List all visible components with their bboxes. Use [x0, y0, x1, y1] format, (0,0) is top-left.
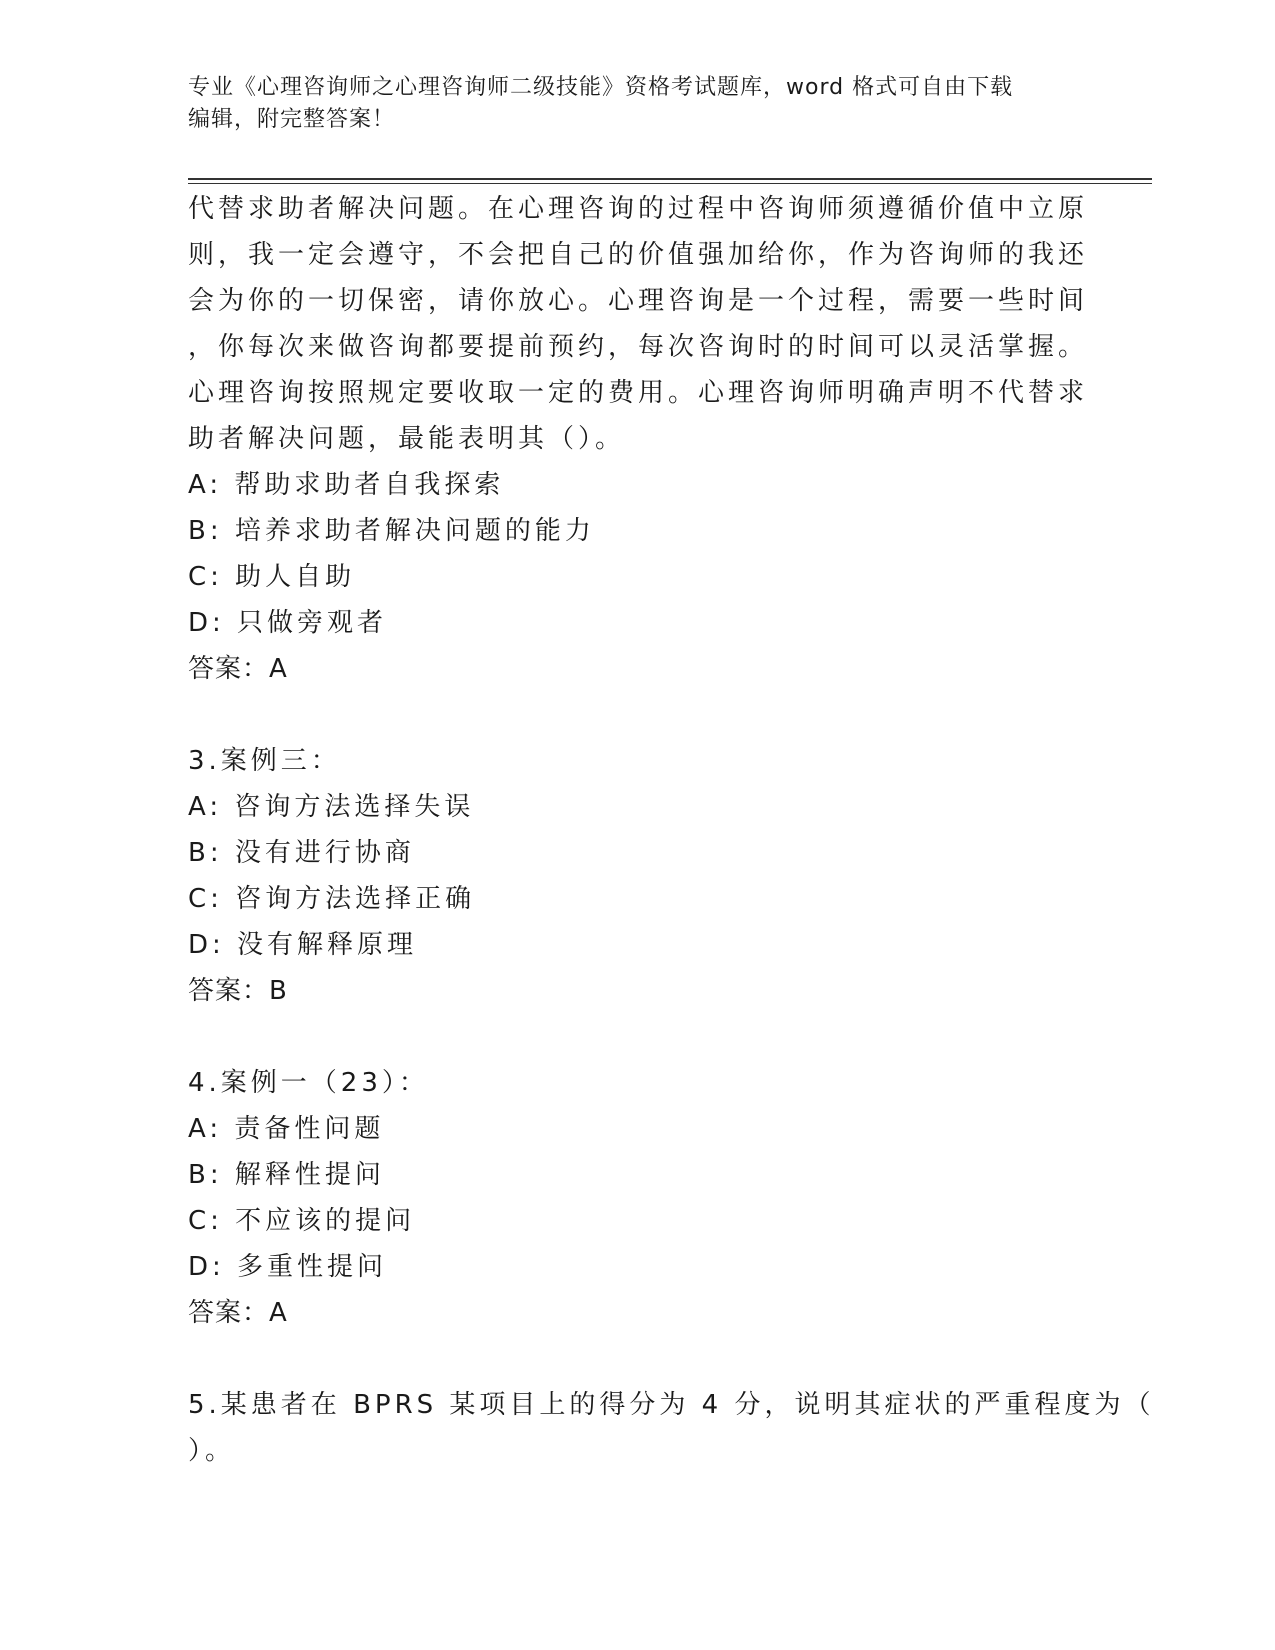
option-c: C: 不应该的提问 [188, 1206, 416, 1236]
spacer [188, 692, 1068, 738]
header-line-2: 编辑，附完整答案！ [188, 107, 396, 132]
question-stem-line: 代替求助者解决问题。在心理咨询的过程中咨询师须遵循价值中立原 [188, 194, 1089, 224]
question-5 [188, 1382, 1155, 1474]
spacer [188, 1014, 1068, 1060]
option-d: D: 只做旁观者 [188, 608, 388, 638]
spacer [188, 1336, 1068, 1382]
answer-line: 答案：A [188, 1298, 288, 1328]
header-line-1: 专业《心理咨询师之心理咨询师二级技能》资格考试题库，word 格式可自由下载 [188, 75, 1014, 100]
question-4 [188, 1060, 1068, 1336]
option-c: C: 助人自助 [188, 562, 356, 592]
page-header [188, 72, 1068, 136]
option-b: B: 没有进行协商 [188, 838, 415, 868]
question-title: 4.案例一（23）： [188, 1068, 429, 1098]
question-stem-line: ，你每次来做咨询都要提前预约，每次咨询时的时间可以灵活掌握。 [188, 332, 1089, 362]
answer-line: 答案：A [188, 654, 288, 684]
question-stem-line: 5.某患者在 BPRS 某项目上的得分为 4 分，说明其症状的严重程度为（ [188, 1390, 1155, 1420]
question-stem-line: 助者解决问题，最能表明其（）。 [188, 424, 626, 454]
question-3 [188, 738, 1068, 1014]
question-stem-line: ）。 [188, 1436, 236, 1466]
option-c: C: 咨询方法选择正确 [188, 884, 476, 914]
header-divider [188, 178, 1152, 180]
question-stem-line: 会为你的一切保密，请你放心。心理咨询是一个过程，需要一些时间 [188, 286, 1089, 316]
question-stem-line: 心理咨询按照规定要收取一定的费用。心理咨询师明确声明不代替求 [188, 378, 1089, 408]
option-d: D: 没有解释原理 [188, 930, 418, 960]
option-b: B: 解释性提问 [188, 1160, 385, 1190]
header-divider-thin [188, 183, 1152, 184]
option-a: A: 责备性问题 [188, 1114, 385, 1144]
question-2 [188, 186, 1089, 692]
option-a: A: 咨询方法选择失误 [188, 792, 475, 822]
question-title: 3.案例三： [188, 746, 341, 776]
option-d: D: 多重性提问 [188, 1252, 388, 1282]
question-stem-line: 则，我一定会遵守，不会把自己的价值强加给你，作为咨询师的我还 [188, 240, 1089, 270]
option-a: A: 帮助求助者自我探索 [188, 470, 505, 500]
question-content [188, 186, 1155, 1474]
option-b: B: 培养求助者解决问题的能力 [188, 516, 595, 546]
answer-line: 答案：B [188, 976, 288, 1006]
